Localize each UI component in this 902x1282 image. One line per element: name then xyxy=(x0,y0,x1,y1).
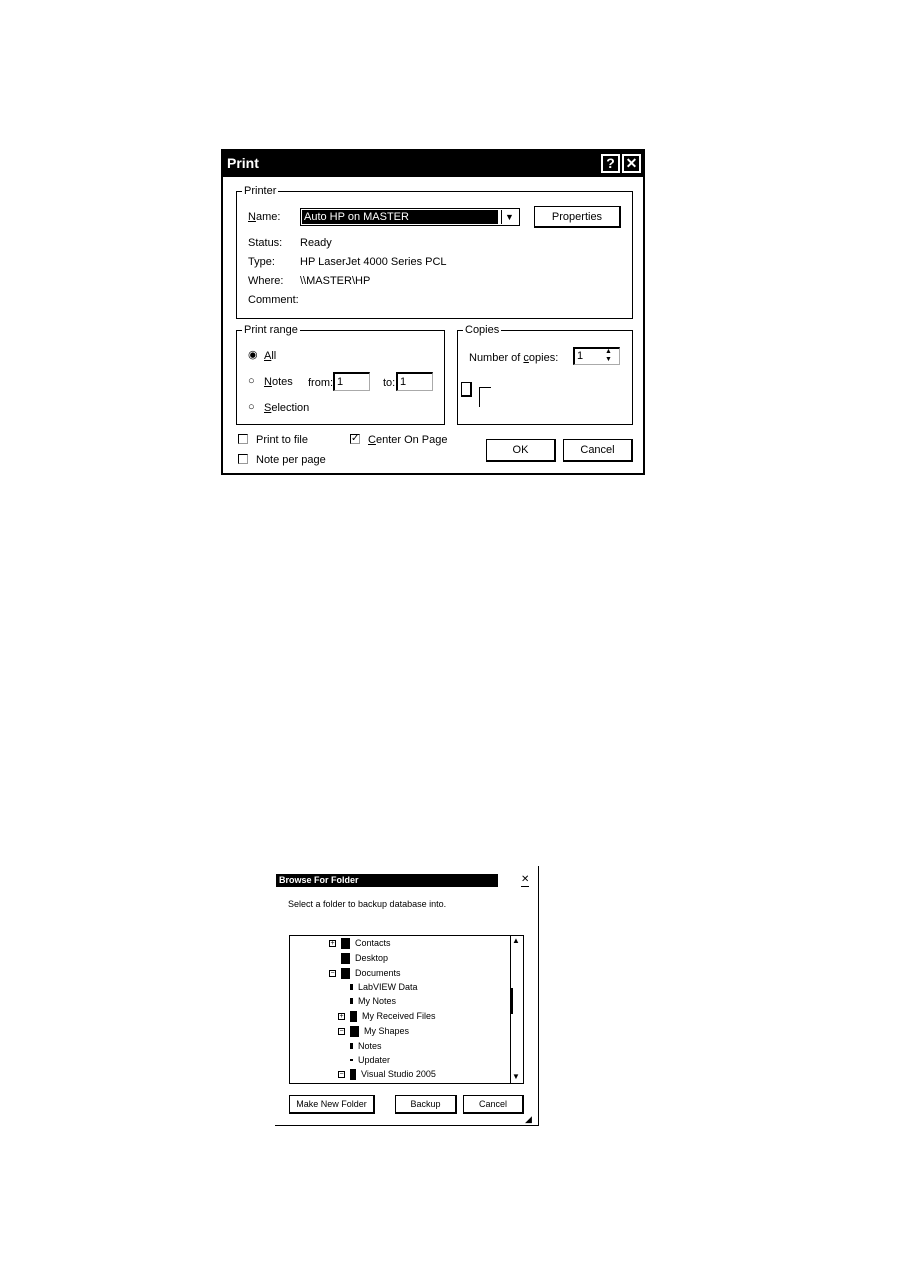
tree-item[interactable] xyxy=(338,1009,436,1023)
printer-name-select[interactable] xyxy=(300,208,520,226)
expand-icon[interactable]: + xyxy=(330,939,335,947)
tree-item-label: My Received Files xyxy=(362,1010,436,1021)
browse-dialog-title: Browse For Folder xyxy=(279,875,359,885)
status-label: Status: xyxy=(248,237,283,249)
browse-title-bar[interactable] xyxy=(276,874,498,887)
printer-name-value: Auto HP on MASTER xyxy=(302,210,498,224)
tree-item[interactable] xyxy=(338,1067,436,1081)
browse-dialog xyxy=(275,866,541,1126)
tree-item-label: Desktop xyxy=(355,952,389,963)
scroll-thumb[interactable] xyxy=(511,988,513,1014)
tree-scrollbar[interactable] xyxy=(510,936,523,1083)
tree-item[interactable] xyxy=(350,994,396,1008)
notes-radio[interactable]: ○ xyxy=(248,375,255,387)
close-icon[interactable]: ✕ xyxy=(521,874,530,885)
properties-button-label: Properties xyxy=(551,210,603,223)
selection-radio[interactable]: ○ xyxy=(248,401,255,413)
folder-icon xyxy=(350,1026,359,1037)
browse-cancel-button[interactable] xyxy=(463,1095,524,1114)
browse-right-border xyxy=(538,866,539,1126)
spin-up-icon[interactable]: ▲ xyxy=(605,348,612,355)
copies-spinner[interactable] xyxy=(573,347,620,365)
make-new-folder-label: Make New Folder xyxy=(296,1099,367,1109)
folder-icon xyxy=(350,1059,353,1061)
center-on-page-checkbox[interactable]: ✓ xyxy=(351,433,360,444)
chevron-down-icon[interactable]: ▼ xyxy=(501,210,517,224)
notes-label: Notes xyxy=(264,376,293,388)
backup-button-label: Backup xyxy=(410,1099,441,1109)
tree-item[interactable] xyxy=(329,966,401,980)
collapse-icon[interactable]: − xyxy=(339,1027,344,1035)
resize-grip-icon[interactable]: ◢ xyxy=(525,1114,532,1124)
cancel-button-label: Cancel xyxy=(580,444,615,456)
status-value: Ready xyxy=(300,237,332,249)
expand-icon[interactable]: + xyxy=(339,1012,344,1020)
note-per-page-label: Note per page xyxy=(256,454,326,466)
spin-down-icon[interactable]: ▼ xyxy=(605,356,612,363)
folder-icon xyxy=(350,1011,357,1022)
printer-group-label: Printer xyxy=(244,185,277,197)
desktop-folder-icon xyxy=(341,953,350,964)
collate-page-icon xyxy=(461,382,472,397)
where-label: Where: xyxy=(248,275,284,287)
tree-item[interactable] xyxy=(329,936,391,950)
browse-instruction: Select a folder to backup database into. xyxy=(288,899,447,909)
print-to-file-label: Print to file xyxy=(256,434,308,446)
close-icon[interactable]: ✕ xyxy=(622,154,641,173)
print-dialog xyxy=(221,149,645,475)
to-label: to: xyxy=(383,377,396,389)
type-label: Type: xyxy=(248,256,275,268)
collate-stack-icon xyxy=(479,387,491,407)
from-input[interactable]: 1 xyxy=(333,372,370,391)
cancel-button[interactable] xyxy=(563,439,633,462)
properties-button[interactable] xyxy=(534,206,621,228)
browse-bottom-border xyxy=(275,1125,539,1126)
folder-icon xyxy=(350,1043,353,1049)
name-label: Name: xyxy=(248,211,281,223)
all-label: All xyxy=(264,350,277,362)
help-icon[interactable]: ? xyxy=(601,154,620,173)
tree-item-label: My Notes xyxy=(358,995,397,1006)
all-radio[interactable]: ◉ xyxy=(248,349,258,361)
contacts-folder-icon xyxy=(341,938,350,949)
tree-item-label: LabVIEW Data xyxy=(358,981,418,992)
make-new-folder-button[interactable] xyxy=(289,1095,375,1114)
collapse-icon[interactable]: − xyxy=(330,969,335,977)
selection-label: Selection xyxy=(264,402,310,414)
tree-item[interactable] xyxy=(341,951,388,965)
tree-item-label: Visual Studio 2005 xyxy=(361,1068,436,1079)
copies-value: 1 xyxy=(577,350,584,362)
print-to-file-checkbox[interactable] xyxy=(238,434,248,444)
ok-button[interactable] xyxy=(486,439,556,462)
type-value: HP LaserJet 4000 Series PCL xyxy=(300,256,447,268)
folder-icon xyxy=(350,1069,356,1080)
folder-icon xyxy=(350,984,353,990)
ok-button-label: OK xyxy=(512,444,529,456)
scroll-up-icon[interactable]: ▲ xyxy=(512,936,520,945)
tree-item[interactable] xyxy=(350,1053,390,1067)
collapse-icon[interactable]: − xyxy=(339,1070,344,1078)
print-range-group-label: Print range xyxy=(244,324,298,336)
copies-group xyxy=(457,330,633,425)
tree-item-label: Notes xyxy=(358,1040,382,1051)
tree-item[interactable] xyxy=(338,1024,409,1038)
tree-item-label: My Shapes xyxy=(364,1025,410,1036)
scroll-down-icon[interactable]: ▼ xyxy=(512,1072,520,1081)
copies-group-label: Copies xyxy=(465,324,500,336)
folder-icon xyxy=(350,998,353,1004)
tree-item-label: Updater xyxy=(358,1054,391,1065)
copies-label: Number of copies: xyxy=(469,352,559,364)
from-label: from: xyxy=(308,377,334,389)
documents-folder-icon xyxy=(341,968,350,979)
print-title-bar[interactable] xyxy=(223,151,643,177)
tree-item[interactable] xyxy=(350,980,418,994)
center-on-page-label: Center On Page xyxy=(368,434,448,446)
tree-item[interactable] xyxy=(350,1039,382,1053)
print-dialog-title: Print xyxy=(227,155,259,171)
browse-cancel-label: Cancel xyxy=(478,1099,507,1109)
where-value: \\MASTER\HP xyxy=(300,275,371,287)
comment-label: Comment: xyxy=(248,294,299,306)
to-input[interactable]: 1 xyxy=(396,372,433,391)
tree-item-label: Contacts xyxy=(355,937,391,948)
backup-button[interactable] xyxy=(395,1095,457,1114)
tree-item-label: Documents xyxy=(355,967,401,978)
folder-tree[interactable] xyxy=(289,935,524,1084)
note-per-page-checkbox[interactable] xyxy=(238,454,248,464)
